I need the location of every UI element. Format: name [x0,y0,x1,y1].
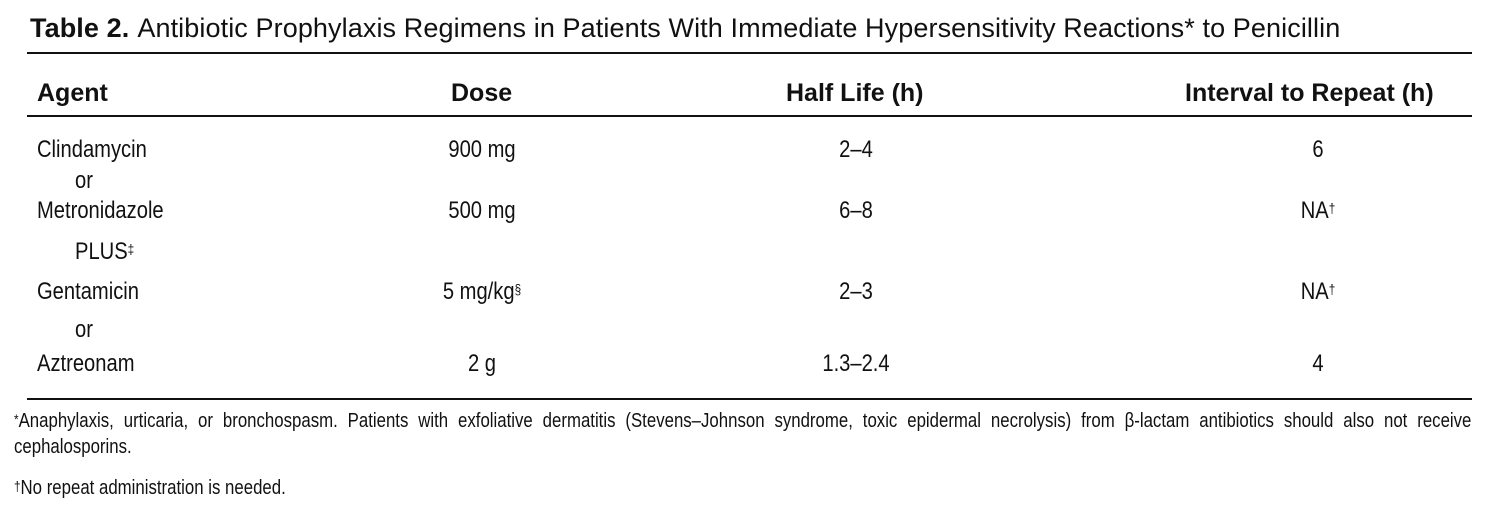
connector-plus [75,238,134,266]
bottom-rule [27,398,1472,400]
row-gentamicin-agent: Gentamicin [37,278,139,305]
footnote-text: Anaphylaxis, urticaria, or bronchospasm. Patients with exfoliative dermatitis (Stevens–Johnson syndrome, toxic epidermal necrolysis) from β-lactam antibiotics should also not receive cephalosporins. [14,410,1472,458]
row-aztreonam-interval [1234,350,1402,378]
row-clindamycin-interval [1234,136,1402,164]
row-aztreonam-agent: Aztreonam [37,350,135,377]
table-label: Table 2. [30,13,130,43]
footnote-text: No repeat administration is needed. [20,477,286,499]
header-dose: Dose [451,79,513,107]
header-agent: Agent [37,79,108,107]
table-title: Antibiotic Prophylaxis Regimens in Patients With Immediate Hypersensitivity Reactions* to Penicillin [137,13,1341,43]
row-aztreonam-half-life: 1.3–2.4 [822,350,890,377]
dose-footnote-mark: § [514,281,522,297]
interval-value: 4 [1312,350,1324,377]
row-metronidazole-agent: Metronidazole [37,197,164,224]
dose-value: 900 mg [448,136,516,163]
row-gentamicin-interval [1234,278,1402,306]
interval-footnote-mark: † [1328,281,1336,297]
interval-value: NA [1300,197,1329,224]
footnote-mark: * [14,411,19,427]
row-clindamycin-half-life: 2–4 [839,136,873,163]
interval-footnote-mark: † [1328,200,1336,216]
row-clindamycin-dose [398,136,566,164]
row-gentamicin-dose [398,278,566,306]
dose-value: 500 mg [448,197,516,224]
connector-or-2: or [75,316,93,343]
connector-text: PLUS [75,238,128,265]
interval-value: NA [1300,278,1329,305]
row-metronidazole-interval [1234,197,1402,225]
header-interval: Interval to Repeat (h) [1185,79,1434,107]
footnote-asterisk [14,408,1471,460]
footnote-dagger [14,475,286,501]
interval-value: 6 [1312,136,1324,163]
header-rule [27,115,1472,117]
dose-value: 2 g [467,350,497,377]
connector-or-1: or [75,167,93,194]
row-clindamycin-agent: Clindamycin [37,136,147,163]
row-metronidazole-half-life: 6–8 [839,197,873,224]
table-caption [30,11,1340,45]
top-rule [27,52,1472,54]
row-aztreonam-dose [398,350,566,378]
row-metronidazole-dose [398,197,566,225]
footnote-mark: † [14,478,21,494]
row-gentamicin-half-life: 2–3 [839,278,873,305]
header-half-life: Half Life (h) [786,79,924,107]
dose-value: 5 mg/kg [442,278,515,305]
connector-footnote-mark: ‡ [127,241,135,257]
